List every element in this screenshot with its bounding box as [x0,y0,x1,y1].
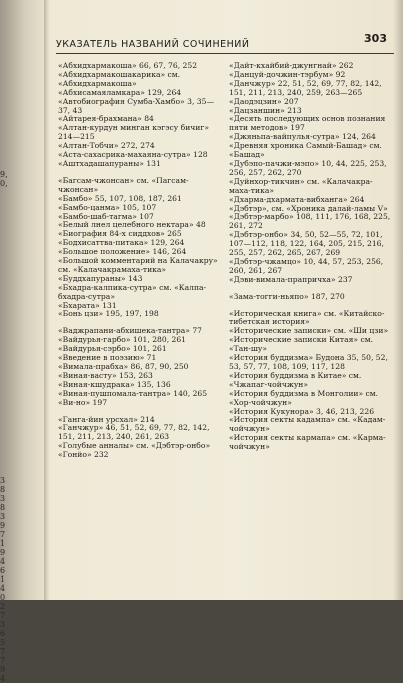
edge-digit [0,386,12,395]
index-entry: «Введение в поэзию» 71 [58,353,157,363]
gutter-shadow [44,0,50,600]
edge-digit [0,440,12,449]
index-entry: «Исторические записки Китая» см. «Тан-шу» [229,335,374,354]
header-rule [56,53,394,54]
index-entry: «История буддизма» Будона 35, 50, 52, 53, 57, 77, 108, 109, 117, 128 [229,353,388,371]
index-entry: «Виная-васту» 153, 263 [58,370,153,380]
index-left-column [58,62,220,460]
previous-page-edge-text [0,170,12,683]
edge-digit [0,341,12,350]
edge-digit: 7 [0,530,6,539]
edge-digit [0,269,12,278]
edge-digit [0,332,12,341]
edge-digit [0,413,12,422]
edge-digit: 9 [0,665,6,674]
edge-digit: 7 [0,647,6,656]
index-entry: «История секты кармапа» см. «Карма-чойчжун» [229,433,386,452]
index-entry: «Ви-но» 197 [58,397,108,407]
edge-digit [0,368,12,377]
edge-digit [0,305,12,314]
index-entry: «Большое положение» 146, 264 [58,247,187,257]
index-entry: «Багсам-чжонсан» см. «Пагсам-чжонсан» [58,175,189,194]
index-entry: «Дэви-вимала-прапричха» 237 [229,274,353,284]
index-entry: «Голубые анналы» см. «Дэбтэр-онбо» [58,441,211,451]
index-entry: «Вайдурья-сэрбо» 101, 261 [58,344,167,354]
index-entry: «Дубэпо-пачжи-мэпо» 10, 44, 225, 253, 256, 257, 262, 270 [229,158,387,177]
edge-digit: 5 [0,638,6,647]
running-head: УКАЗАТЕЛЬ НАЗВАНИЙ СОЧИНЕНИЙ [56,39,250,50]
edge-digit [0,224,12,233]
index-entry: «История Кукунора» 3, 46, 213, 226 [229,406,375,416]
index-entry: «Историческая книга» см. «Китайско-тибетская история» [229,308,385,327]
index-entry: «Древняя хроника Самый-Башад» см. «Башад» [229,141,382,160]
edge-digit [0,260,12,269]
index-right-column [229,62,391,452]
index-entry: «Гонйо» 232 [58,450,109,460]
index-entry: «Большой комментарий на Калачакру» см. «Калачакрамаха-тика» [58,256,218,274]
edge-digit: 3 [0,494,6,503]
index-entry: «Бамбо» 55, 107, 108, 187, 261 [58,193,182,203]
edge-digit [0,287,12,296]
edge-digit [0,278,12,287]
index-entry: «Бодхисаттва-питака» 129, 264 [58,238,185,248]
edge-digit [0,449,12,458]
edge-digit [0,242,12,251]
edge-digit: 6 [0,629,6,638]
index-entry: «Исторические записки» см. «Ши цзи» [229,326,389,336]
index-entry: «Автобиография Сумба-Хамбо» 3, 35—37, 43 [58,96,215,115]
edge-digit [0,197,12,206]
index-entry: «Данцуй-дочжин-тэрбум» 92 [229,69,346,79]
edge-digit [0,206,12,215]
index-entry: «Джяньпа-вайпулья-сутра» 124, 264 [229,132,376,142]
index-entry: «История буддизма в Монголии» см. «Хор-чойчжун» [229,388,379,407]
index-entry: «Зама-тогги-ньяпо» 187, 270 [229,291,345,301]
edge-digit [0,296,12,305]
index-entry: «Вайдурья-гарбо» 101, 280, 261 [58,335,187,345]
index-entry: «Дэбтэр», см. «Хроника далай-ламы V» [229,203,388,213]
edge-digit: 4 [0,557,6,566]
edge-digit: 9 [0,521,6,530]
index-entry: «Ганга-йин урсхал» 214 [58,414,155,424]
edge-digit [0,467,12,476]
edge-digit [0,314,12,323]
index-entry: «Буддхапураны» 143 [58,273,143,283]
edge-digit [0,215,12,224]
edge-digit: 4 [0,584,6,593]
edge-digit [0,395,12,404]
index-entry: «Виная-кшудрака» 135, 136 [58,379,171,389]
edge-digit [0,359,12,368]
index-entry: «Ганчжур» 46, 51, 52, 69, 77, 82, 142, 151, 211, 213, 240, 261, 263 [58,423,210,442]
edge-digit [0,323,12,332]
edge-digit [0,251,12,260]
index-entry: «История секты кадампа» см. «Кадам-чойчжун» [229,415,386,434]
index-entry: «Вимала-прабха» 86, 87, 90, 250 [58,362,189,371]
edge-digit: 0, [0,179,8,188]
page-number: 303 [364,32,387,45]
edge-digit: 3 [0,476,6,485]
index-entry: «Алтан-курдун минган кэгэсу бичиг» 214—215 [58,123,209,142]
index-entry: «Алтан-Тобчи» 272, 274 [58,141,155,151]
index-entry: «Ваджрапани-абхишека-тантра» 77 [58,326,203,336]
index-entry: «Абхисамаяламкара» 129, 264 [58,87,182,97]
index-entry: «История буддизма в Китае» см. «Чжапаг-чойчжун» [229,370,362,389]
index-entry: «Бонь цзи» 195, 197, 198 [58,309,159,319]
index-entry: «Дэбтэр-онбо» 34, 50, 52—55, 72, 101, 107—112, 118, 122, 164, 205, 215, 216, 255, 257, 262, 265, 267, 269 [229,230,384,258]
index-entry: «Дхарма-дхармата-вибханга» 264 [229,194,365,204]
index-entry: «Аста-сахасрика-махаяна-сутра» 128 [58,150,208,160]
edge-digit: 1 [0,575,6,584]
index-entry: «Биография 84-х сиддхов» 265 [58,229,182,239]
index-entry: «Бхадра-калпика-сутра» см. «Калпа-бхадра-сутра» [58,282,207,301]
index-entry: «Дэбтэр-марбо» 108, 111, 176, 168, 225, 261, 272 [229,212,391,231]
edge-digit [0,377,12,386]
index-entry: «Бамбо-шаб-тагма» 107 [58,211,154,221]
page-edge-shadow [393,0,403,600]
index-entry: «Дайт-кхайбий-джунгнай» 262 [229,61,354,70]
index-entry: «Белый лнел целебного нектара» 48 [58,220,206,230]
edge-digit [0,233,12,242]
edge-digit: 9 [0,548,6,557]
index-entry: «Десять последующих основ познания пяти методов» 197 [229,114,386,133]
edge-digit: 4 [0,674,6,683]
index-entry: «Абхидхармакоша» 66, 67, 76, 252 [58,61,198,70]
edge-digit: 2 [0,602,6,611]
edge-digit: 9, [0,170,8,179]
edge-digit [0,422,12,431]
edge-digit: 7 [0,611,6,620]
index-entry: «Данчжур» 22, 51, 52, 69, 77, 82, 142, 151, 211, 213, 240, 259, 263—265 [229,78,382,97]
edge-digit [0,458,12,467]
edge-digit: 3 [0,512,6,521]
edge-digit: 8 [0,485,6,494]
index-entry: «Даодэцзин» 207 [229,96,299,106]
index-entry: «Бхарата» 131 [58,300,117,310]
index-entry: «Виная-пушпомала-тантра» 140, 265 [58,388,208,398]
edge-digit [0,404,12,413]
edge-digit [0,188,12,197]
index-entry: «Дацзаншин» 213 [229,105,302,115]
edge-digit [0,350,12,359]
index-entry: «Абхидхармакошакарика» см. «Абхидхармакоша» [58,69,181,88]
index-entry: «Аштхадашапураны» 131 [58,158,161,168]
index-entry: «Айтарея-брахмана» 84 [58,114,154,124]
edge-digit: 8 [0,503,6,512]
edge-digit: 7 [0,656,6,665]
edge-digit [0,431,12,440]
edge-digit: 3 [0,620,6,629]
edge-digit: 1 [0,539,6,548]
edge-digit: 0 [0,593,6,602]
index-entry: «Дэбтэр-чжамцо» 10, 44, 57, 253, 256, 260, 261, 267 [229,256,384,275]
index-entry: «Дуйнхор-тикчин» см. «Калачакра-маха-тика» [229,176,373,195]
edge-digit: 6 [0,566,6,575]
index-entry: «Бамбо-цанма» 105, 107 [58,202,157,212]
